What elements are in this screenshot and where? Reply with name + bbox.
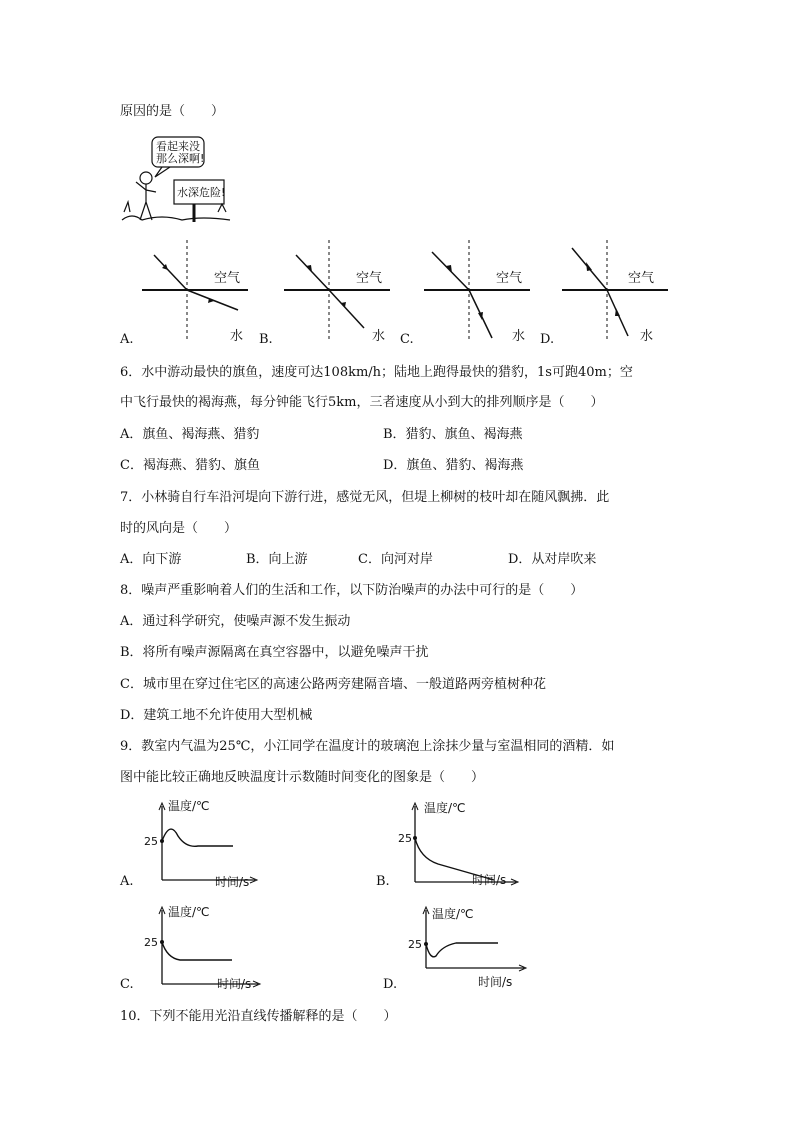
q6-stem-line1: 6．水中游动最快的旗鱼，速度可达108km/h；陆地上跑得最快的猎豹，1s可跑40m；空 xyxy=(120,365,633,380)
cartoon-sign-text: 水深危险! xyxy=(177,186,226,199)
cartoon-bubble-line2: 那么深啊! xyxy=(156,152,205,165)
graph-c-xlabel: 时间/s xyxy=(217,977,252,991)
temperature-graph-d xyxy=(406,904,531,996)
graph-a-option[interactable]: A. xyxy=(120,874,134,889)
graph-b-option[interactable]: B. xyxy=(376,874,390,889)
diagram-c-air-label: 空气 xyxy=(496,271,523,286)
diagram-c-water-label: 水 xyxy=(512,329,526,344)
diagram-a-air-label: 空气 xyxy=(214,271,241,286)
diagram-a-option[interactable]: A. xyxy=(120,332,134,347)
graph-d-option[interactable]: D. xyxy=(383,977,398,992)
graph-c-y0: 25 xyxy=(144,936,158,949)
diagram-b-option[interactable]: B. xyxy=(259,332,273,347)
diagram-d-water-label: 水 xyxy=(640,329,654,344)
diagram-a-water-label: 水 xyxy=(230,329,244,344)
diagram-d-air-label: 空气 xyxy=(628,271,655,286)
refraction-diagram-c xyxy=(424,240,534,345)
diagram-b-water-label: 水 xyxy=(372,329,386,344)
refraction-diagram-d xyxy=(562,240,672,345)
graph-c-option[interactable]: C. xyxy=(120,977,134,992)
q8-option-d[interactable]: D．建筑工地不允许使用大型机械 xyxy=(120,708,313,723)
q8-option-c[interactable]: C．城市里在穿过住宅区的高速公路两旁建隔音墙、一般道路两旁植树种花 xyxy=(120,677,546,692)
graph-c-ylabel: 温度/℃ xyxy=(168,905,210,919)
cartoon-bubble-line1: 看起来没 xyxy=(156,140,200,153)
q6-option-c[interactable]: C．褐海燕、猎豹、旗鱼 xyxy=(120,458,260,473)
diagram-b-air-label: 空气 xyxy=(356,271,383,286)
graph-b-y0: 25 xyxy=(398,832,412,845)
q8-option-a[interactable]: A．通过科学研究，使噪声源不发生振动 xyxy=(120,614,351,629)
q7-stem-line2: 时的风向是（ ） xyxy=(120,521,238,536)
graph-b-ylabel: 温度/℃ xyxy=(424,801,466,815)
q7-option-d[interactable]: D．从对岸吹来 xyxy=(508,552,597,567)
q7-stem-line1: 7．小林骑自行车沿河堤向下游行进，感觉无风，但堤上柳树的枝叶却在随风飘拂．此 xyxy=(120,490,610,505)
diagram-c-option[interactable]: C. xyxy=(400,332,414,347)
q7-option-a[interactable]: A．向下游 xyxy=(120,552,182,567)
q10-stem-line1: 10．下列不能用光沿直线传播解释的是（ ） xyxy=(120,1009,397,1024)
q6-option-d[interactable]: D．旗鱼、猎豹、褐海燕 xyxy=(383,458,524,473)
q6-option-b[interactable]: B．猎豹、旗鱼、褐海燕 xyxy=(383,427,523,442)
temperature-graph-a xyxy=(140,800,260,892)
temperature-graph-b xyxy=(398,800,523,892)
q6-option-a[interactable]: A．旗鱼、褐海燕、猎豹 xyxy=(120,427,260,442)
q6-stem-line2: 中飞行最快的褐海燕，每分钟能飞行5km，三者速度从小到大的排列顺序是（ ） xyxy=(120,395,604,410)
graph-d-ylabel: 温度/℃ xyxy=(432,907,474,921)
temperature-graph-c xyxy=(140,904,265,996)
q9-stem-line2: 图中能比较正确地反映温度计示数随时间变化的图象是（ ） xyxy=(120,770,485,785)
q8-option-b[interactable]: B．将所有噪声源隔离在真空容器中，以避免噪声干扰 xyxy=(120,645,429,660)
q7-option-c[interactable]: C．向河对岸 xyxy=(358,552,433,567)
refraction-diagram-a xyxy=(142,240,252,345)
q8-stem-line1: 8．噪声严重影响着人们的生活和工作，以下防治噪声的办法中可行的是（ ） xyxy=(120,583,584,598)
graph-d-xlabel: 时间/s xyxy=(478,975,513,989)
graph-a-ylabel: 温度/℃ xyxy=(168,799,210,813)
q7-option-b[interactable]: B．向上游 xyxy=(246,552,308,567)
q5-stem-tail: 原因的是（ ） xyxy=(120,104,225,119)
q9-stem-line1: 9．教室内气温为25℃，小江同学在温度计的玻璃泡上涂抹少量与室温相同的酒精．如 xyxy=(120,739,615,754)
cartoon-illustration xyxy=(122,132,232,224)
graph-a-xlabel: 时间/s xyxy=(215,875,250,889)
graph-a-y0: 25 xyxy=(144,835,158,848)
graph-b-xlabel: 时间/s xyxy=(472,873,507,887)
refraction-diagram-b xyxy=(284,240,394,345)
graph-d-y0: 25 xyxy=(408,938,422,951)
diagram-d-option[interactable]: D. xyxy=(540,332,555,347)
